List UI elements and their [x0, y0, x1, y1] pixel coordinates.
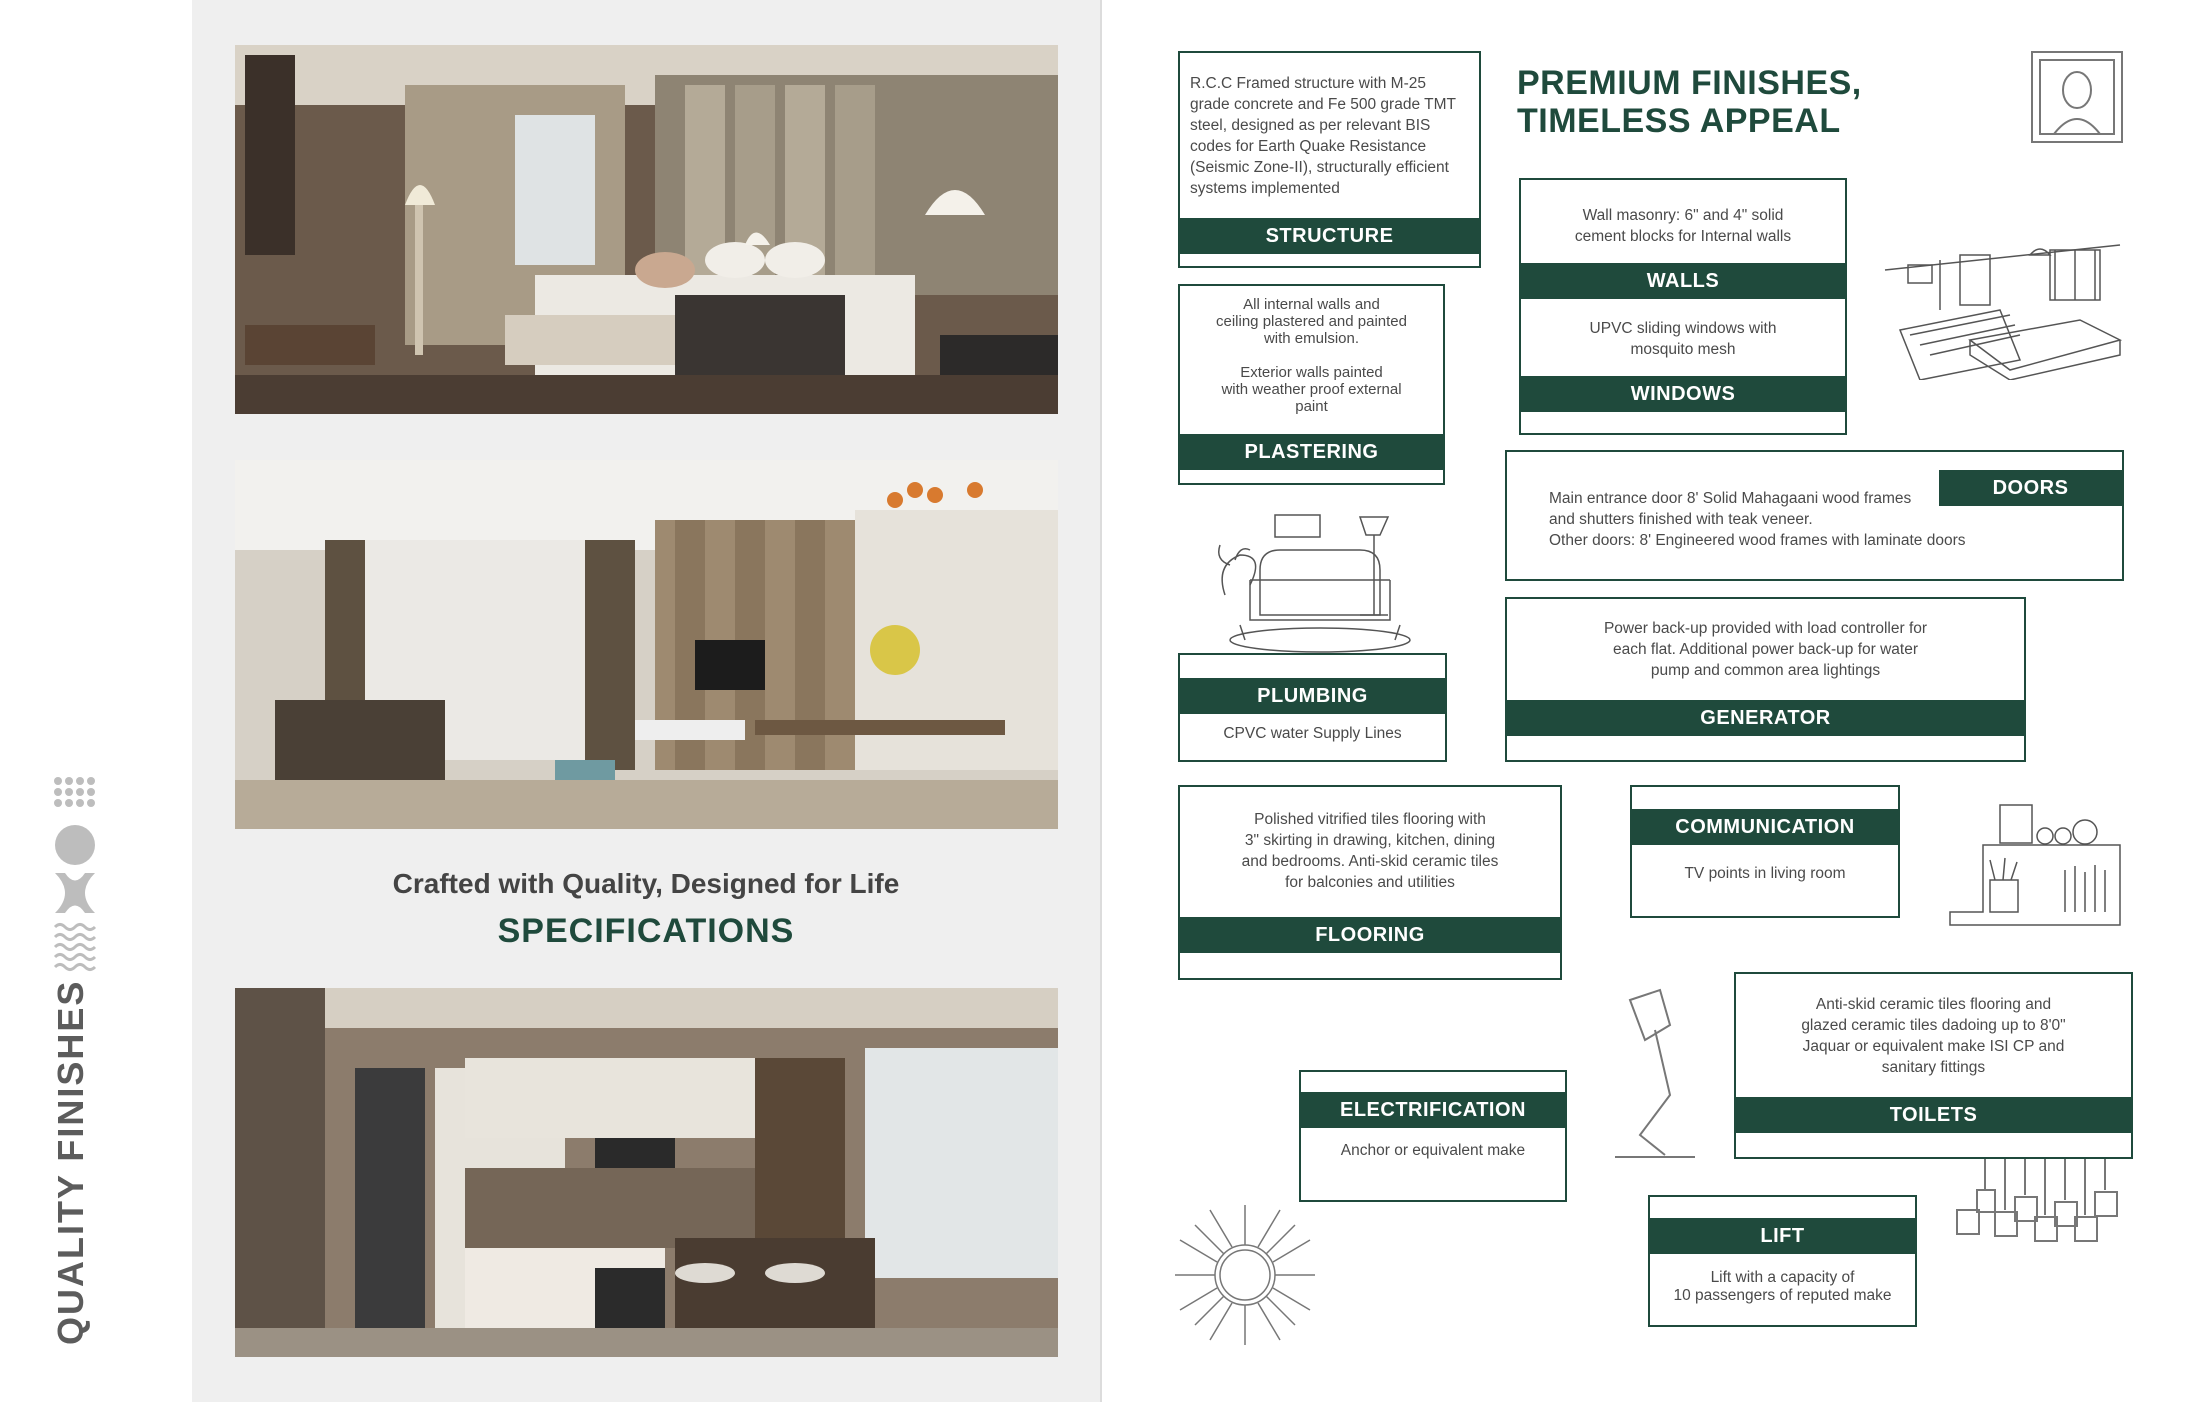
plastering-title: PLASTERING	[1180, 434, 1443, 470]
premium-heading: PREMIUM FINISHES, TIMELESS APPEAL	[1517, 64, 1862, 140]
walls-windows-box	[1519, 178, 1847, 435]
generator-text: Power back-up provided with load controller for each flat. Additional power back-up for water pump and common area lightings	[1603, 620, 1928, 679]
tagline: Crafted with Quality, Designed for Life	[392, 868, 900, 899]
flooring-title: FLOORING	[1180, 917, 1560, 953]
toilets-box	[1734, 972, 2133, 1159]
decorative-pattern-icon	[52, 775, 98, 975]
plumbing-text: CPVC water Supply Lines	[1223, 725, 1402, 742]
doors-title: DOORS	[1939, 470, 2122, 506]
doors-box	[1505, 450, 2124, 581]
lift-text: Lift with a capacity of 10 passengers of reputed make	[1673, 1269, 1892, 1304]
generator-title: GENERATOR	[1507, 700, 2024, 736]
plumbing-box	[1178, 653, 1447, 762]
generator-box	[1505, 597, 2026, 762]
photo-panel	[192, 0, 1100, 1402]
walls-text: Wall masonry: 6" and 4" solid cement blocks for Internal walls	[1574, 207, 1792, 245]
shelf-sketch-icon	[1945, 800, 2125, 935]
plastering-box	[1178, 284, 1445, 485]
electrification-text: Anchor or equivalent make	[1340, 1142, 1526, 1159]
communication-text: TV points in living room	[1684, 865, 1846, 882]
structure-box	[1178, 51, 1481, 268]
sofa-sketch-icon	[1210, 505, 1420, 655]
desk-lamp-sketch-icon	[1610, 985, 1700, 1165]
sunburst-mirror-sketch-icon	[1170, 1200, 1320, 1350]
plastering-text: All internal walls and ceiling plastered and painted with emulsion. Exterior walls painted with weather proof external paint	[1216, 296, 1407, 415]
lift-title: LIFT	[1650, 1218, 1915, 1254]
toilets-text: Anti-skid ceramic tiles flooring and glazed ceramic tiles dadoing up to 8'0" Jaquar or equivalent make ISI CP and sanitary fittings	[1801, 996, 2066, 1076]
portrait-frame-icon	[2030, 50, 2124, 144]
structure-title: STRUCTURE	[1180, 218, 1479, 254]
kitchen-photo	[235, 988, 1058, 1357]
side-title: QUALITY FINISHES	[50, 979, 91, 1345]
windows-text: UPVC sliding windows with mosquito mesh	[1589, 320, 1777, 358]
flooring-box	[1178, 785, 1562, 980]
hanging-frames-sketch-icon	[1955, 1155, 2125, 1265]
walls-title: WALLS	[1521, 263, 1845, 299]
lift-box	[1648, 1195, 1917, 1327]
plumbing-title: PLUMBING	[1180, 678, 1445, 714]
toilets-title: TOILETS	[1736, 1097, 2131, 1133]
communication-title: COMMUNICATION	[1632, 809, 1898, 845]
doors-text: Main entrance door 8' Solid Mahagaani wood frames and shutters finished with teak veneer. Other doors: 8' Engineered wood frames with laminate doors	[1549, 490, 1966, 549]
flooring-text: Polished vitrified tiles flooring with 3" skirting in drawing, kitchen, dining and bedrooms. Anti-skid ceramic tiles for balconies and utilities	[1241, 811, 1499, 891]
bedroom-photo	[235, 45, 1058, 414]
electrification-box	[1299, 1070, 1567, 1202]
communication-box	[1630, 785, 1900, 918]
windows-title: WINDOWS	[1521, 376, 1845, 412]
electrification-title: ELECTRIFICATION	[1301, 1092, 1565, 1128]
structure-text: R.C.C Framed structure with M-25 grade concrete and Fe 500 grade TMT steel, designed as per relevant BIS codes for Earth Quake Resistance (Seismic Zone-II), structurally efficient systems implemented	[1190, 75, 1456, 197]
living-room-photo	[235, 460, 1058, 829]
page-divider	[1100, 0, 1102, 1402]
specifications-heading: SPECIFICATIONS	[497, 912, 795, 950]
side-strip	[0, 0, 192, 1402]
bedroom-sketch-icon	[1880, 230, 2130, 380]
